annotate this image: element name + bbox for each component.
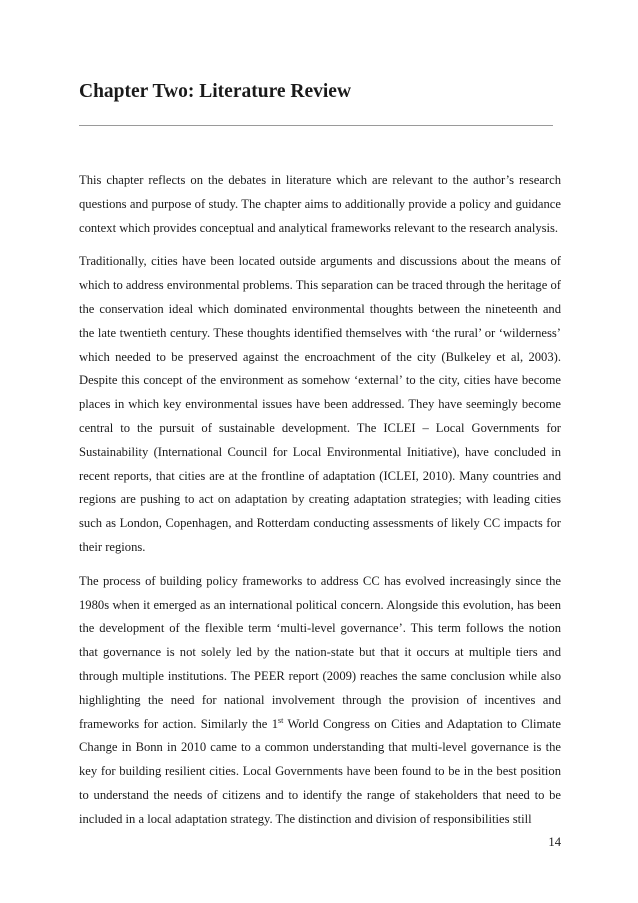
paragraph-intro: This chapter reflects on the debates in literature which are relevant to the author’s research questions and purpose of study. The chapter aims to additionally provide a policy and guidance context which provides conceptual and analytical frameworks relevant to the research analysis. xyxy=(79,173,561,235)
paragraph-policy-frameworks xyxy=(79,570,561,832)
chapter-title: Chapter Two: Literature Review xyxy=(79,81,352,102)
title-divider xyxy=(79,125,553,126)
page-number: 14 xyxy=(548,835,561,849)
paragraph-text-segment: World Congress on Cities and Adaptation to Climate Change in Bonn in 2010 came to a common understanding that multi-level governance is the key for building resilient cities. Local Governments have been found to be in the best position to understand the needs of citizens and to identify the range of stakeholders that need to be included in a local adaptation strategy. The distinction and division of responsibilities still xyxy=(79,716,561,826)
body-text xyxy=(79,169,561,842)
ordinal-superscript: st xyxy=(278,715,284,725)
paragraph-text-segment: The process of building policy frameworks to address CC has evolved increasingly since the 1980s when it emerged as an international political concern. Alongside this evolution, has been the development of the flexible term ‘multi-level governance’. This term follows the notion that governance is not solely led by the nation-state but that it occurs at multiple tiers and through multiple institutions. The PEER report (2009) reaches the same conclusion while also highlighting the need for national involvement through the provision of incentives and frameworks for action. Similarly the 1 xyxy=(79,573,561,731)
paragraph-cities-environment: Traditionally, cities have been located outside arguments and discussions about the means of which to address environmental problems. This separation can be traced through the heritage of the conservation ideal which dominated environmental thoughts between the nineteenth and the late twentieth century. These thoughts identified themselves with ‘the rural’ or ‘wilderness’ which needed to be preserved against the encroachment of the city (Bulkeley et al, 2003). Despite this concept of the environment as somehow ‘external’ to the city, cities have become places in which key environmental issues have been addressed. They have seemingly become central to the pursuit of sustainable development. The ICLEI – Local Governments for Sustainability (International Council for Local Environmental Initiative), have concluded in recent reports, that cities are at the frontline of adaptation (ICLEI, 2010). Many countries and regions are pushing to act on adaptation by creating adaptation strategies; with leading cities such as London, Copenhagen, and Rotterdam conducting assessments of likely CC impacts for their regions. xyxy=(79,254,561,554)
